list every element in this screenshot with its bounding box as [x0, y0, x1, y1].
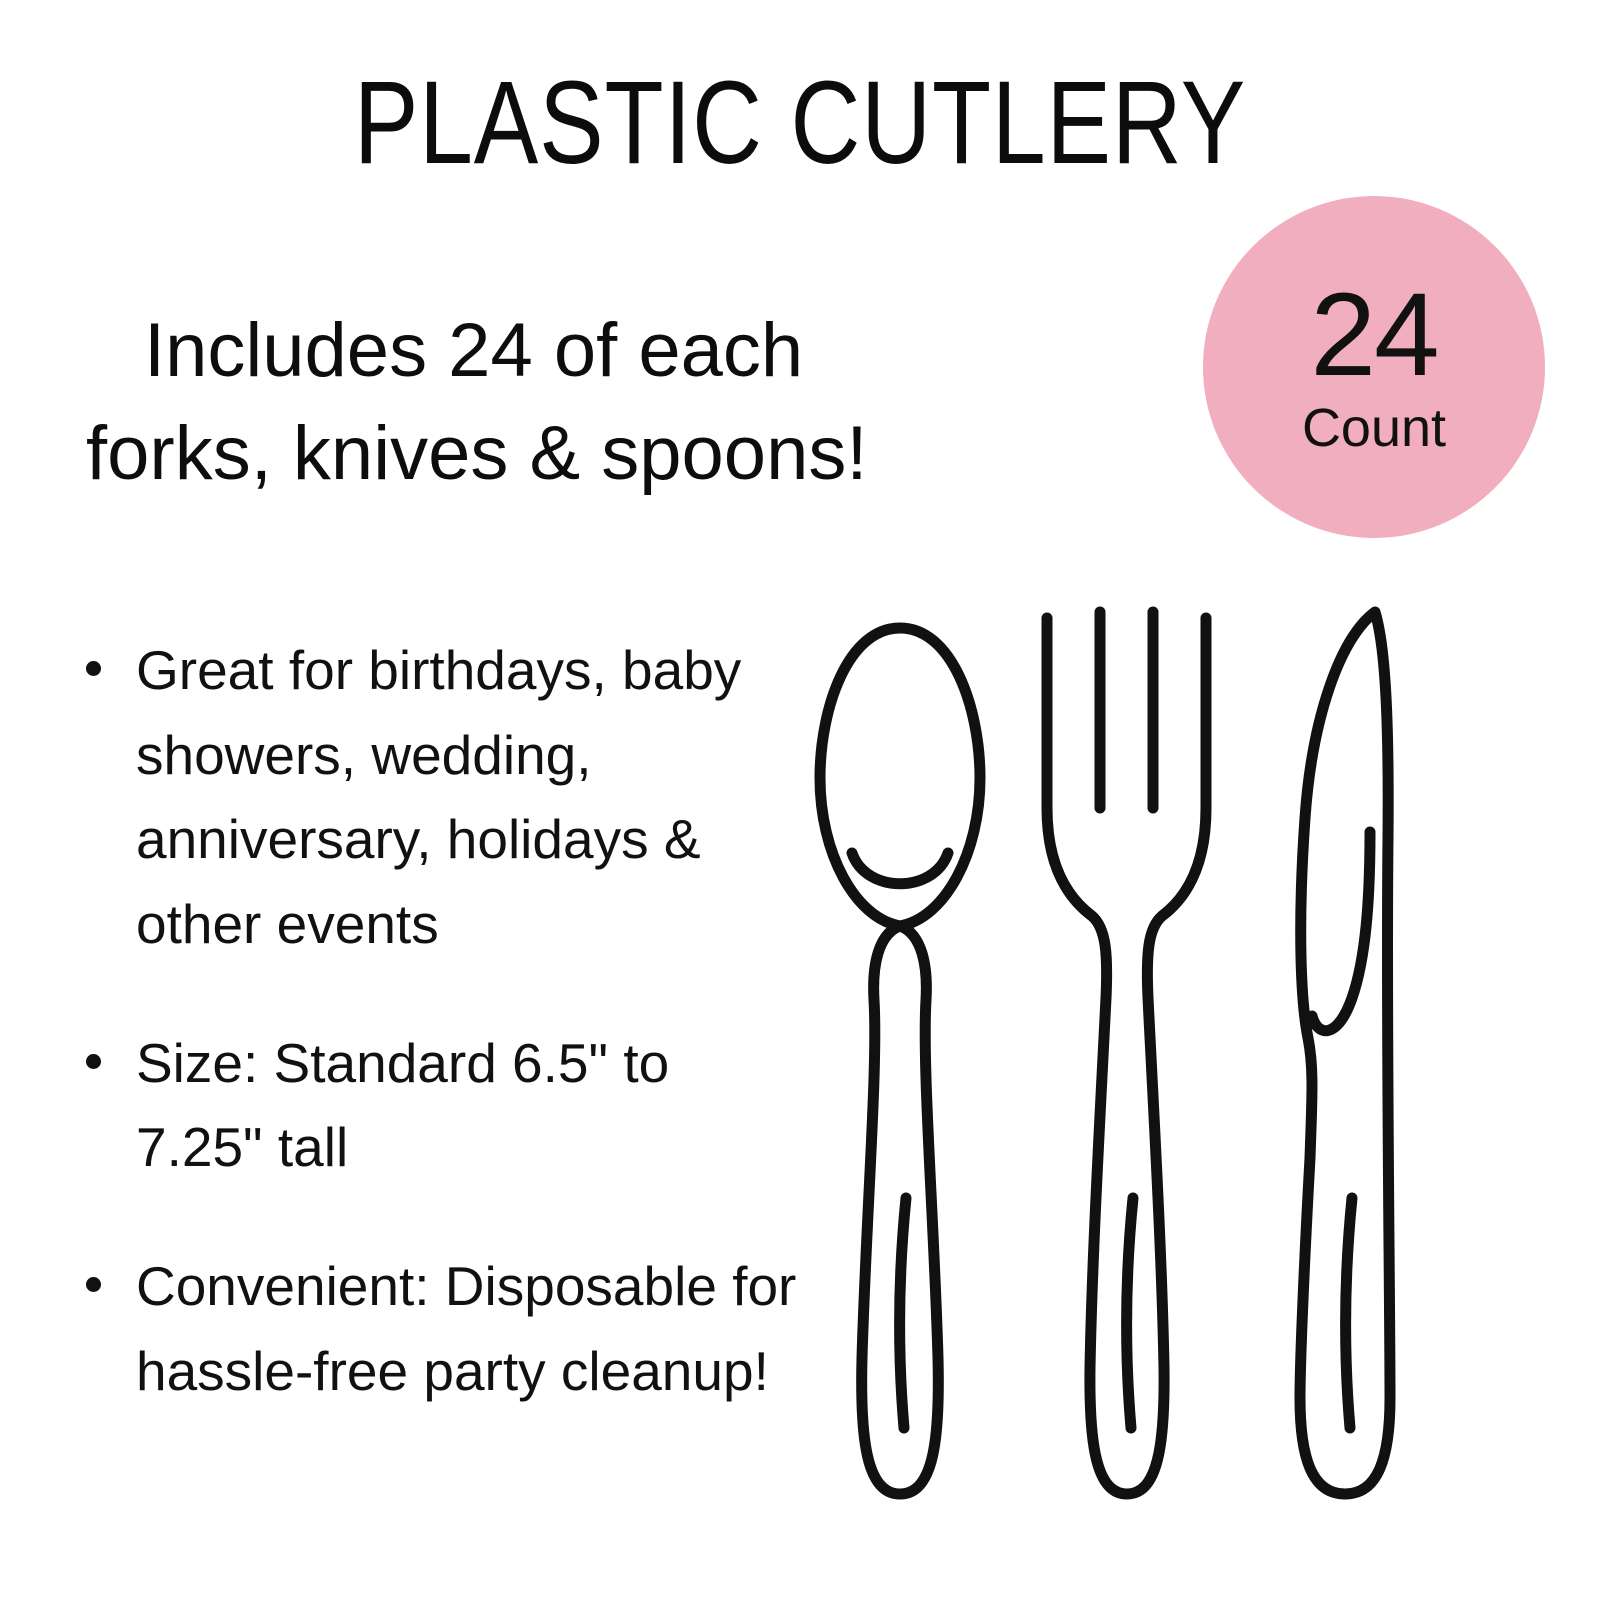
spoon-icon — [820, 628, 980, 1494]
intro-line-2: forks, knives & spoons! — [86, 410, 868, 496]
count-badge-label: Count — [1301, 398, 1447, 459]
list-item: Convenient: Disposable for hassle-free party cleanup! — [74, 1244, 804, 1413]
intro-line-1: Includes 24 of each — [144, 308, 804, 393]
list-item: Great for birthdays, baby showers, wedding, anniversary, holidays & other events — [74, 628, 804, 967]
page-title: PLASTIC CUTLERY — [353, 57, 1247, 189]
count-badge — [1203, 196, 1545, 538]
feature-list — [74, 628, 804, 1468]
count-badge-number: 24 — [1310, 268, 1438, 401]
knife-icon — [1300, 612, 1390, 1494]
cutlery-illustration — [800, 598, 1460, 1528]
intro-text — [86, 300, 1086, 505]
fork-icon — [1047, 612, 1206, 1494]
list-item: Size: Standard 6.5" to 7.25" tall — [74, 1021, 804, 1190]
